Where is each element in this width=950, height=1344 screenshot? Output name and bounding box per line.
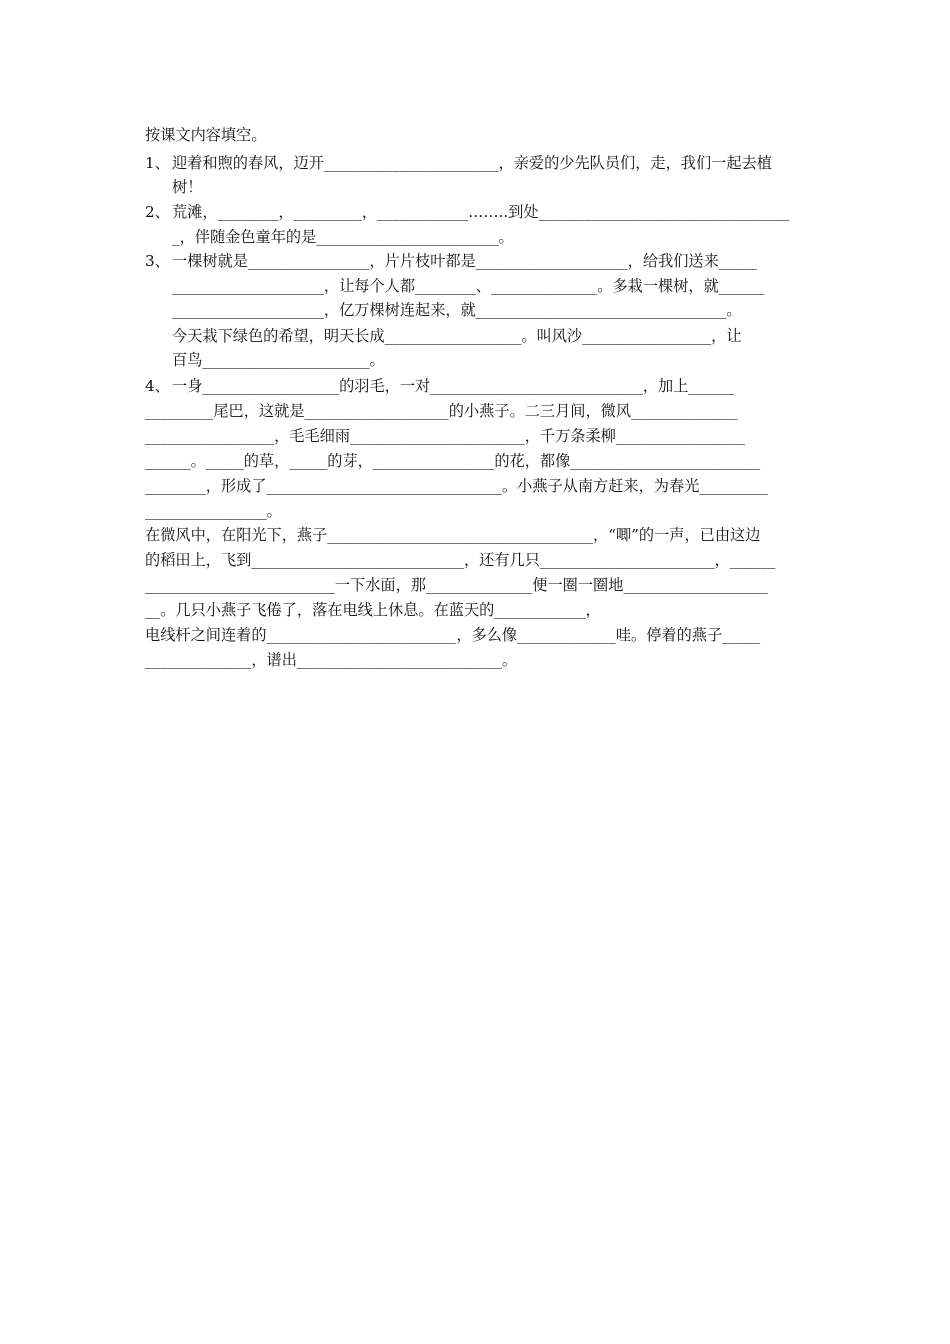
question-line: ____________________，亿万棵树连起来，就_________________________________。 [172,301,742,319]
question-number: 4、 [145,377,170,395]
passage-line: ______________，谱出___________________________。 [145,651,518,669]
passage-line: 电线杆之间连着的_________________________，多么像_____________哇。停着的燕子_____ [145,626,761,644]
passage-line: 在微风中，在阳光下，燕子___________________________________，“唧”的一声，已由这边 [145,526,761,544]
question-line: 一身__________________的羽毛，一对____________________________，加上______ [172,377,734,395]
question-line: ____________________，让每个人都________、______________。多栽一棵树，就______ [172,277,765,295]
question-line: 荒滩，________，_________，____________……..到处_________________________________ [172,203,790,221]
passage-line: _________________________一下水面，那______________便一圈一圈地___________________ [145,576,768,594]
question-number: 1、 [145,154,170,172]
question-line: _________尾巴，这就是___________________的小燕子。二三月间，微风______________ [145,402,738,420]
passage-line: __。几只小燕子飞倦了，落在电线上休息。在蓝天的____________， [145,601,601,619]
worksheet-heading: 按课文内容填空。 [145,126,267,144]
question-line: 一棵树就是________________，片片枝叶都是____________________，给我们送来_____ [172,252,757,270]
question-line: _，伴随金色童年的是________________________。 [172,228,514,246]
question-line: 今天栽下绿色的希望，明天长成__________________。叫风沙_________________，让 [172,327,742,345]
question-line: 树！ [172,178,203,196]
question-number: 3、 [145,252,170,270]
question-line: 迎着和煦的春风，迈开_______________________，亲爱的少先队员们，走，我们一起去植 [172,154,772,172]
passage-line: 的稻田上，飞到____________________________，还有几只_______________________，______ [145,551,776,569]
question-line: 百鸟______________________。 [172,351,385,369]
question-number: 2、 [145,203,170,221]
question-line: ______。_____的草，_____的芽，________________的花，都像_________________________ [145,452,761,470]
question-line: ________________。 [145,502,282,520]
question-line: _________________，毛毛细雨_______________________，千万条柔柳_________________ [145,427,745,445]
question-line: ________，形成了_______________________________。小燕子从南方赶来，为春光_________ [145,477,768,495]
